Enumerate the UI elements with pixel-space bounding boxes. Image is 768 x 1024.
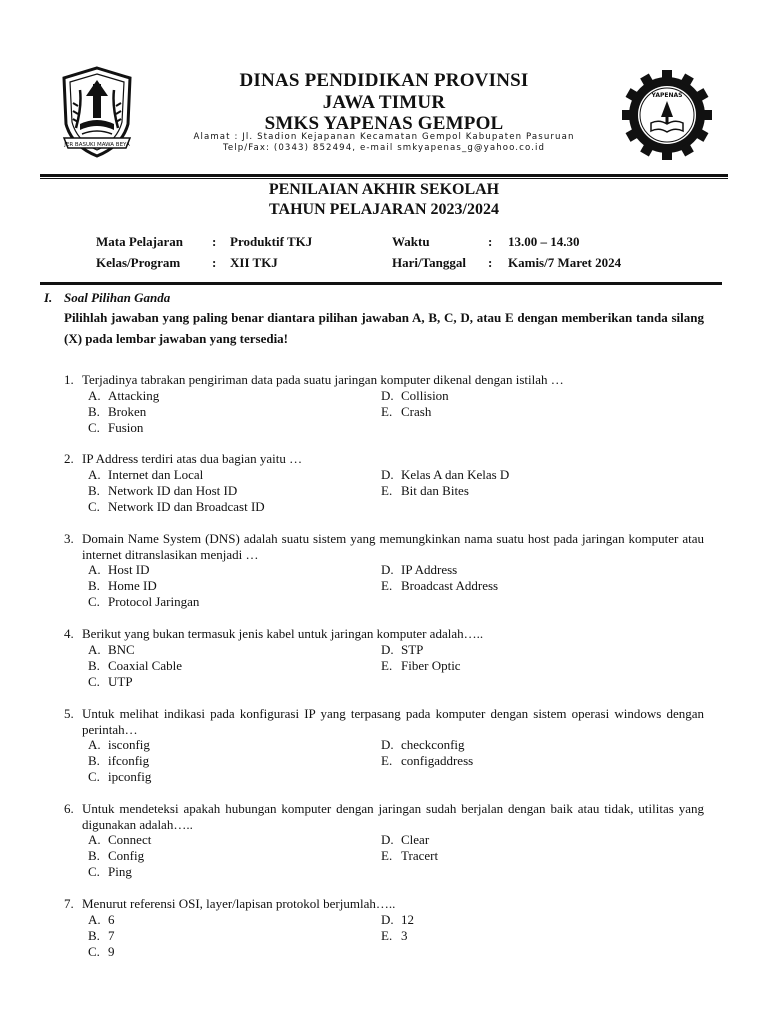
- question-2: [64, 451, 704, 467]
- question-text: IP Address terdiri atas dua bagian yaitu …: [82, 451, 303, 466]
- question-text: Untuk mendeteksi apakah hubungan komputer dengan jaringan sudah berjalan dengan baik atau tidak, utilitas yang digunakan adalah…..: [82, 801, 704, 832]
- header-province: JAWA TIMUR: [322, 92, 446, 113]
- time-label: Waktu: [392, 234, 430, 249]
- q7-option-c[interactable]: C. 9: [88, 944, 115, 959]
- q6-option-e[interactable]: E. Tracert: [381, 848, 439, 863]
- day-label: Hari/Tanggal: [392, 255, 466, 270]
- question-4: [64, 626, 704, 642]
- exam-title: PENILAIAN AKHIR SEKOLAH: [268, 181, 500, 198]
- q5-option-c[interactable]: C. ipconfig: [88, 769, 152, 784]
- q3-option-e[interactable]: E. Broadcast Address: [381, 578, 499, 593]
- question-5: [64, 706, 704, 738]
- q3-option-c[interactable]: C. Protocol Jaringan: [88, 594, 200, 609]
- question-3: [64, 531, 704, 563]
- q2-option-d[interactable]: D. Kelas A dan Kelas D: [381, 467, 510, 482]
- exam-year: TAHUN PELAJARAN 2023/2024: [269, 201, 499, 218]
- class-label: Kelas/Program: [96, 255, 181, 270]
- question-text: Terjadinya tabrakan pengiriman data pada suatu jaringan komputer dikenal dengan istilah …: [82, 372, 564, 387]
- class-colon: :: [212, 255, 217, 270]
- crest-ribbon-text: JER BASUKI MAWA BEYA: [64, 142, 130, 148]
- info-bottom-rule: [40, 282, 722, 285]
- q7-option-a[interactable]: A. 6: [88, 912, 115, 927]
- question-number: 3.: [64, 531, 74, 546]
- q1-option-a[interactable]: A. Attacking: [88, 388, 160, 403]
- q5-option-a[interactable]: A. isconfig: [88, 737, 150, 752]
- q1-option-c[interactable]: C. Fusion: [88, 420, 144, 435]
- question-number: 1.: [64, 372, 74, 387]
- q2-option-c[interactable]: C. Network ID dan Broadcast ID: [88, 499, 265, 514]
- q4-option-b[interactable]: B. Coaxial Cable: [88, 658, 183, 673]
- q7-option-b[interactable]: B. 7: [88, 928, 115, 943]
- time-value: 13.00 – 14.30: [508, 234, 580, 249]
- question-number: 5.: [64, 706, 74, 721]
- question-text: Berikut yang bukan termasuk jenis kabel untuk jaringan komputer adalah…..: [82, 626, 484, 641]
- q4-option-e[interactable]: E. Fiber Optic: [381, 658, 461, 673]
- question-number: 7.: [64, 896, 74, 911]
- question-text: Untuk melihat indikasi pada konfigurasi IP yang terpasang pada komputer dengan sistem operasi windows dengan perintah…: [82, 706, 704, 737]
- q5-option-d[interactable]: D. checkconfig: [381, 737, 465, 752]
- subject-value: Produktif TKJ: [230, 234, 313, 249]
- header-contact: Telp/Fax: (0343) 852494, e-mail smkyapenas_g@yahoo.co.id: [222, 143, 546, 153]
- question-text: Menurut referensi OSI, layer/lapisan protokol berjumlah…..: [82, 896, 396, 911]
- header-agency: DINAS PENDIDIKAN PROVINSI: [239, 70, 529, 91]
- subject-colon: :: [212, 234, 217, 249]
- q2-option-a[interactable]: A. Internet dan Local: [88, 467, 204, 482]
- q5-option-b[interactable]: B. ifconfig: [88, 753, 150, 768]
- question-7: [64, 896, 704, 912]
- q3-option-a[interactable]: A. Host ID: [88, 562, 150, 577]
- q6-option-a[interactable]: A. Connect: [88, 832, 152, 847]
- day-colon: :: [488, 255, 493, 270]
- header-school-name: SMKS YAPENAS GEMPOL: [264, 113, 504, 134]
- q6-option-b[interactable]: B. Config: [88, 848, 145, 863]
- question-1: [64, 372, 704, 388]
- time-colon: :: [488, 234, 493, 249]
- q7-option-e[interactable]: E. 3: [381, 928, 408, 943]
- letterhead-rule-thin: [40, 178, 728, 179]
- q1-option-e[interactable]: E. Crash: [381, 404, 432, 419]
- class-value: XII TKJ: [230, 255, 278, 270]
- q6-option-c[interactable]: C. Ping: [88, 864, 132, 879]
- section-number: I.: [44, 290, 53, 305]
- question-number: 2.: [64, 451, 74, 466]
- q3-option-d[interactable]: D. IP Address: [381, 562, 458, 577]
- q4-option-a[interactable]: A. BNC: [88, 642, 135, 657]
- q3-option-b[interactable]: B. Home ID: [88, 578, 157, 593]
- subject-label: Mata Pelajaran: [96, 234, 184, 249]
- q4-option-d[interactable]: D. STP: [381, 642, 424, 657]
- question-number: 6.: [64, 801, 74, 816]
- q1-option-b[interactable]: B. Broken: [88, 404, 147, 419]
- q7-option-d[interactable]: D. 12: [381, 912, 414, 927]
- question-number: 4.: [64, 626, 74, 641]
- q5-option-e[interactable]: E. configaddress: [381, 753, 474, 768]
- day-value: Kamis/7 Maret 2024: [508, 255, 622, 270]
- section-instruction: Pilihlah jawaban yang paling benar diantara pilihan jawaban A, B, C, D, atau E dengan memberikan tanda silang (X) pada lembar jawaban yang tersedia!: [64, 310, 704, 346]
- q2-option-b[interactable]: B. Network ID dan Host ID: [88, 483, 238, 498]
- question-text: Domain Name System (DNS) adalah suatu sistem yang memungkinkan nama suatu host pada jaringan komputer atau internet ditranslasikan menjadi …: [82, 531, 704, 562]
- q6-option-d[interactable]: D. Clear: [381, 832, 430, 847]
- q1-option-d[interactable]: D. Collision: [381, 388, 449, 403]
- header-address: Alamat : Jl. Stadion Kejapanan Kecamatan Gempol Kabupaten Pasuruan: [193, 132, 575, 142]
- logo-yapenas-text: YAPENAS: [651, 92, 683, 99]
- letterhead-rule-thick: [40, 174, 728, 177]
- question-6: [64, 801, 704, 833]
- q4-option-c[interactable]: C. UTP: [88, 674, 133, 689]
- section-title: Soal Pilihan Ganda: [64, 290, 171, 305]
- q2-option-e[interactable]: E. Bit dan Bites: [381, 483, 469, 498]
